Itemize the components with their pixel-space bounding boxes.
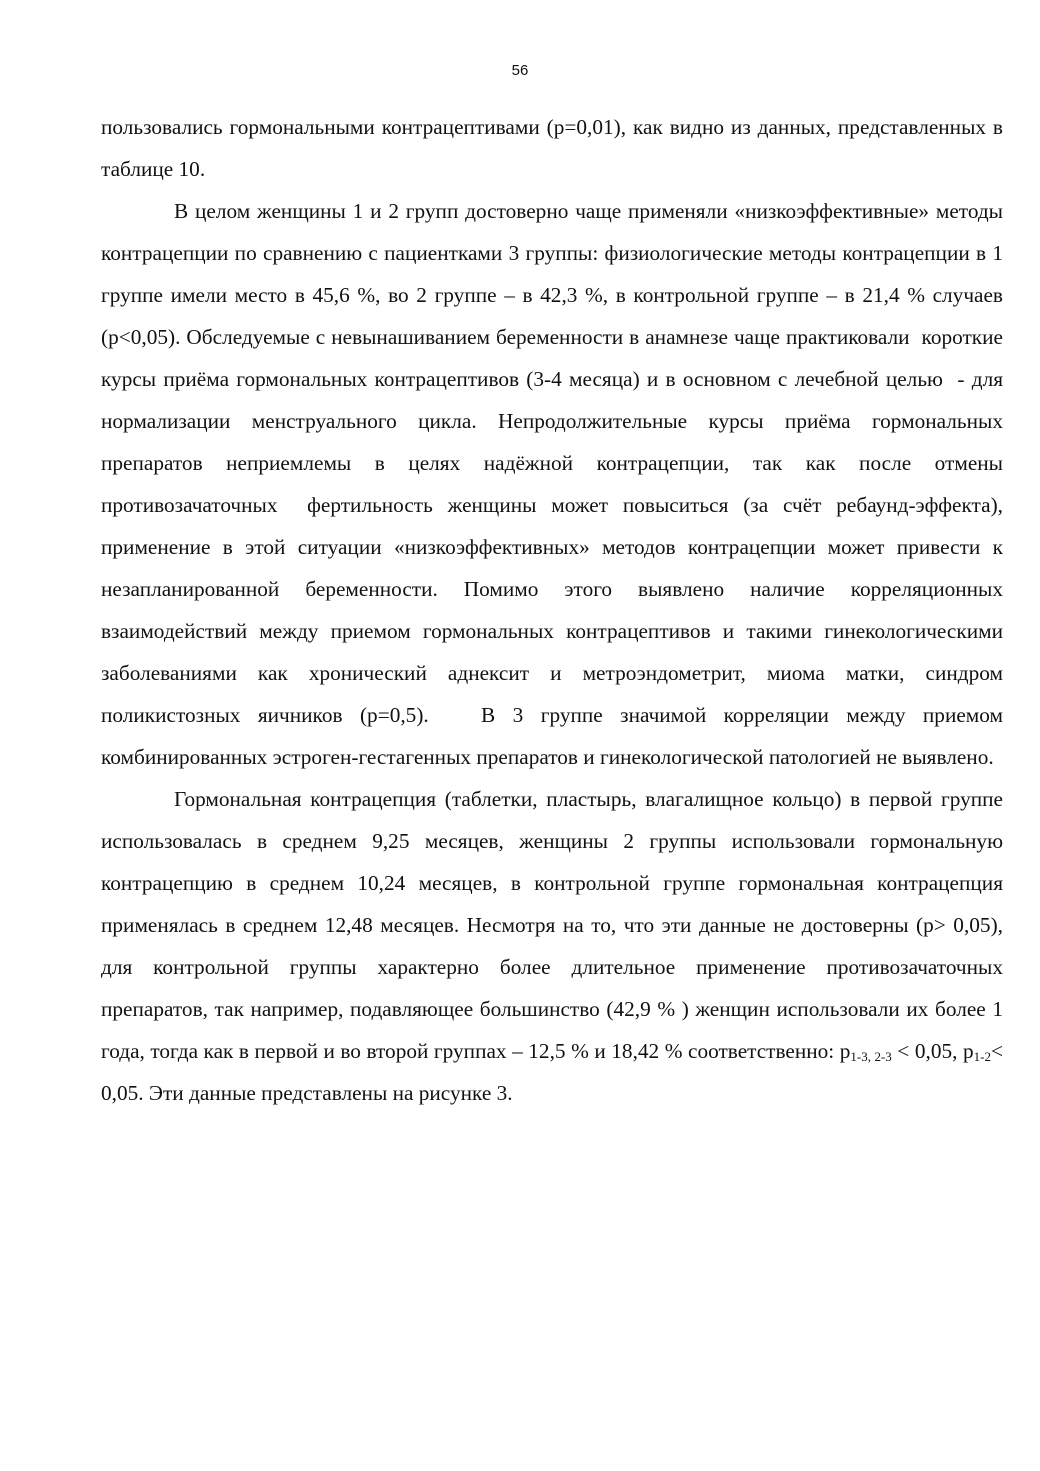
paragraph-3 xyxy=(101,778,1009,1114)
p-value-subscript-2: 1-2 xyxy=(973,1049,991,1064)
paragraph-3-text: Гормональная контрацепция (таблетки, пластырь, влагалищное кольцо) в первой группе использовалась в среднем 9,25 месяцев, женщины 2 группы использовали гормональную контрацепцию в среднем 10,24 месяцев, в контрольной группе гормональная контрацепция применялась в среднем 12,48 месяцев. Несмотря на то, что эти данные не достоверны (р> 0,05), для контрольной группы характерно более длительное применение противозачаточных препаратов, так например, подавляющее большинство (42,9 % ) женщин использовали их более 1 года, тогда как в первой и во второй группах – 12,5 % и 18,42 % соответственно: р xyxy=(101,787,1009,1063)
p-value-subscript-1: 1-3, 2-3 xyxy=(850,1049,892,1064)
paragraph-3-mid: < 0,05, р xyxy=(891,1039,974,1063)
document-body xyxy=(101,106,1009,1114)
paragraph-3-end: < 0,05. Эти данные представлены на рисунке 3. xyxy=(101,1039,1009,1105)
paragraph-1: пользовались гормональными контрацептивами (р=0,01), как видно из данных, представленных в таблице 10. xyxy=(101,115,1009,181)
page-number: 56 xyxy=(511,62,529,79)
paragraph-2: В целом женщины 1 и 2 групп достоверно чаще применяли «низкоэффективные» методы контрацепции по сравнению с пациентками 3 группы: физиологические методы контрацепции в 1 группе имели место в 45,6 %, во 2 группе – в 42,3 %, в контрольной группе – в 21,4 % случаев (р<0,05). Обследуемые с невынашиванием беременности в анамнезе чаще практиковали короткие курсы приёма гормональных контрацептивов (3-4 месяца) и в основном с лечебной целью - для нормализации менструального цикла. Непродолжительные курсы приёма гормональных препаратов неприемлемы в целях надёжной контрацепции, так как после отмены противозачаточных фертильность женщины может повыситься (за счёт ребаунд-эффекта), применение в этой ситуации «низкоэффективных» методов контрацепции может привести к незапланированной беременности. Помимо этого выявлено наличие корреляционных взаимодействий между приемом гормональных контрацептивов и такими гинекологическими заболеваниями как хронический аднексит и метроэндометрит, миома матки, синдром поликистозных яичников (р=0,5). В 3 группе значимой корреляции между приемом комбинированных эстроген-гестагенных препаратов и гинекологической патологией не выявлено. xyxy=(101,199,1009,769)
